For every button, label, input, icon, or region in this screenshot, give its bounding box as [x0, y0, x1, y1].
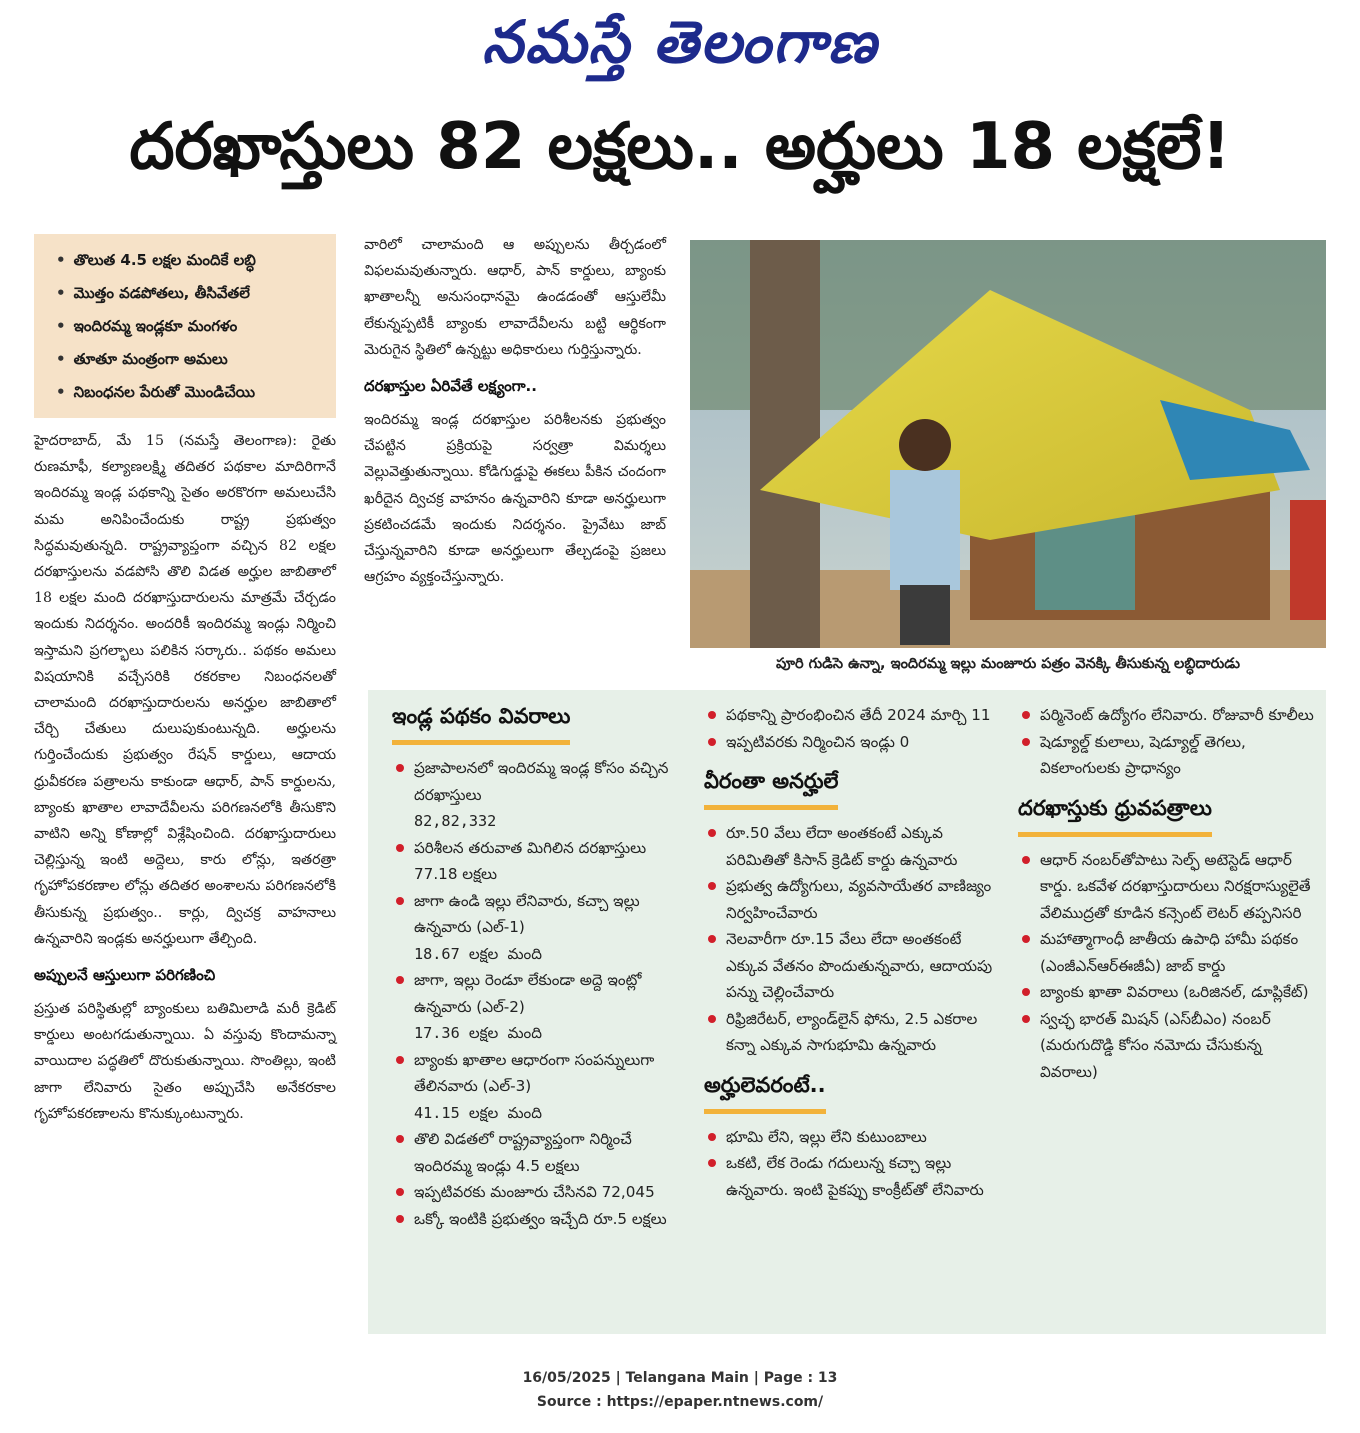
scheme-details-list: [392, 755, 692, 1232]
list-item: పరిశీలన తరువాత మిగిలిన దరఖాస్తులు 77.18 లక్షలు: [392, 835, 692, 888]
article-paragraph: వారిలో చాలామంది ఆ అప్పులను తీర్చడంలో విఫలమవుతున్నారు. ఆధార్, పాన్ కార్డులు, బ్యాంకు ఖాతాలన్నీ అనుసంధానమై ఉండడంతో ఆస్తులేమీ లేకున్నప్పటికీ బ్యాంకు లావాదేవీలను బట్టి ఆర్థికంగా మెరుగైన స్థితిలో ఉన్నట్టు అధికారులు గుర్తిస్తున్నారు.: [364, 237, 666, 358]
eligible-list: [704, 1124, 1004, 1204]
article-paragraph: ప్రస్తుత పరిస్థితుల్లో బ్యాంకులు బతిమిలాడి మరీ క్రెడిట్ కార్డులు అంటగడుతున్నాయి. ఏ వస్తువు కొందామన్నా వాయిదాల పద్ధతిలో దొరుకుతున్నాయి. సొంతిల్లు, ఇంటి జాగా లేనివారు సైతం అప్పుచేసి అనేకరకాల గృహోపకరణాలను కొనుక్కుంటున్నారు.: [34, 1001, 336, 1122]
list-item: పథకాన్ని ప్రారంభించిన తేదీ 2024 మార్చి 11: [704, 702, 1004, 729]
info-panel: [368, 690, 1326, 1334]
list-item: జాగా ఉండి ఇల్లు లేనివారు, కచ్చా ఇల్లు ఉన్నవారు (ఎల్-1) 18.67 లక్షల మంది: [392, 888, 692, 968]
list-item: బ్యాంకు ఖాతా వివరాలు (ఒరిజినల్, డూప్లికేట్): [1018, 979, 1318, 1006]
article-paragraph: హైదరాబాద్, మే 15 (నమస్తే తెలంగాణ): రైతు రుణమాఫీ, కల్యాణలక్ష్మి తదితర పథకాల మాదిరిగానే ఇందిరమ్మ ఇండ్ల పథకాన్ని సైతం అరకొరగా అమలుచేసి మమ అనిపించేందుకు రాష్ట్ర ప్రభుత్వం సిద్ధమవుతున్నది. రాష్ట్రవ్యాప్తంగా వచ్చిన 82 లక్షల దరఖాస్తులను వడపోసి తొలి విడత అర్హుల జాబితాలో 18 లక్షల మంది దరఖాస్తుదారులను మాత్రమే చేర్చడం ఇందుకు నిదర్శనం. అందరికీ ఇందిరమ్మ ఇండ్లు నిర్మించి ఇస్తామని ప్రగల్భాలు పలికిన సర్కారు.. పథకం అమలు విషయానికి వచ్చేసరికి రకరకాల నిబంధనలతో చాలామంది దరఖాస్తుదారులను అనర్హుల జాబితాలో చేర్చి చేతులు దులుపుకుంటున్నది. అర్హులను గుర్తించేందుకు ప్రభుత్వం రేషన్ కార్డులు, ఆదాయ ధ్రువీకరణ పత్రాలను కాకుండా ఆధార్, పాన్ కార్డులను, బ్యాంకు ఖాతాల లావాదేవీలను పరిగణనలోకి తీసుకొని వాటిని అన్ని కోణాల్లో విశ్లేషించింది. దరఖాస్తుదారులు చెల్లిస్తున్న ఇంటి అద్దెలు, కారు లోన్లు, ఇతరత్రా గృహోపకరణాల లోన్లు తదితర అంశాలను పరిగణనలోకి తీసుకున్న ప్రభుత్వం.. కార్లు, ద్విచక్ర వాహనాలు ఉన్నవారిని ఇండ్లకు అనర్హులుగా తేల్చింది.: [34, 433, 336, 947]
highlights-box: [34, 234, 336, 418]
list-item: షెడ్యూల్డ్ కులాలు, షెడ్యూల్డ్ తెగలు, వికలాంగులకు ప్రాధాన్యం: [1018, 729, 1318, 782]
highlight-item: • తూతూ మంత్రంగా అమలు: [56, 343, 328, 376]
documents-title: దరఖాస్తుకు ధ్రువపత్రాలు: [1018, 796, 1212, 837]
panel-column-middle: [704, 702, 1004, 1203]
list-item: భూమి లేని, ఇల్లు లేని కుటుంబాలు: [704, 1124, 1004, 1151]
footer-dateline: 16/05/2025 | Telangana Main | Page : 13: [522, 1370, 838, 1386]
ineligible-list: [704, 820, 1004, 1059]
list-item: ఆధార్ నంబర్‌తోపాటు సెల్ఫ్ అటెస్టెడ్ ఆధార్ కార్డు. ఒకవేళ దరఖాస్తుదారులు నిరక్షరాస్యులైతే వేలిముద్రతో కూడిన కన్సెంట్ లెటర్ తప్పనిసరి: [1018, 847, 1318, 927]
list-item: పర్మినెంట్ ఉద్యోగం లేనివారు. రోజువారీ కూలీలు: [1018, 702, 1318, 729]
headline: దరఖాస్తులు 82 లక్షలు.. అర్హులు 18 లక్షలే!: [129, 110, 1231, 184]
footer-source: Source : https://epaper.ntnews.com/: [536, 1394, 824, 1410]
scheme-details-title: ఇండ్ల పథకం వివరాలు: [392, 704, 570, 745]
highlight-item: • మొత్తం వడపోతలు, తీసివేతలే: [56, 277, 328, 310]
highlight-item: • ఇందిరమ్మ ఇండ్లకూ మంగళం: [56, 310, 328, 343]
list-item: స్వచ్ఛ భారత్ మిషన్ (ఎస్‌బీఎం) నంబర్ (మరుగుదొడ్డి కోసం నమోదు చేసుకున్న వివరాలు): [1018, 1006, 1318, 1086]
article-paragraph: ఇందిరమ్మ ఇండ్ల దరఖాస్తుల పరిశీలనకు ప్రభుత్వం చేపట్టిన ప్రక్రియపై సర్వత్రా విమర్శలు వెల్లువెత్తుతున్నాయి. కోడిగుడ్డుపై ఈకలు పీకిన చందంగా ఖరీదైన ద్విచక్ర వాహనం ఉన్నవారిని కూడా అనర్హులుగా ప్రకటించడమే ఇందుకు నిదర్శనం. ప్రైవేటు జాబ్ చేస్తున్నవారిని కూడా అనర్హులుగా తేల్చడంపై ప్రజలు ఆగ్రహం వ్యక్తంచేస్తున్నారు.: [364, 412, 666, 586]
list-item: బ్యాంకు ఖాతాల ఆధారంగా సంపన్నులుగా తేలినవారు (ఎల్-3) 41.15 లక్షల మంది: [392, 1047, 692, 1127]
panel-column-scheme: [392, 704, 692, 1232]
highlight-item: • నిబంధనల పేరుతో మొండిచేయి: [56, 376, 328, 409]
list-item: ఒకటి, లేక రెండు గదులున్న కచ్చా ఇల్లు ఉన్నవారు. ఇంటి పైకప్పు కాంక్రీట్‌తో లేనివారు: [704, 1150, 1004, 1203]
list-item: రిఫ్రిజిరేటర్, ల్యాండ్‌లైన్ ఫోను, 2.5 ఎకరాల కన్నా ఎక్కువ సాగుభూమి ఉన్నవారు: [704, 1006, 1004, 1059]
list-item: ఇప్పటివరకు నిర్మించిన ఇండ్లు 0: [704, 729, 1004, 756]
list-item: నెలవారీగా రూ.15 వేలు లేదా అంతకంటే ఎక్కువ వేతనం పొందుతున్నవారు, ఆదాయపు పన్ను చెల్లించేవారు: [704, 926, 1004, 1006]
panel-column-right: [1018, 702, 1318, 1085]
eligible-list-continued: [1018, 702, 1318, 782]
ineligible-title: వీరంతా అనర్హులే: [704, 769, 838, 810]
list-item: ఒక్కో ఇంటికి ప్రభుత్వం ఇచ్చేది రూ.5 లక్షలు: [392, 1206, 692, 1233]
list-item: జాగా, ఇల్లు రెండూ లేకుండా అద్దె ఇంట్లో ఉన్నవారు (ఎల్-2) 17.36 లక్షల మంది: [392, 967, 692, 1047]
newspaper-masthead: నమస్తే తెలంగాణ: [482, 8, 878, 76]
highlight-item: • తొలుత 4.5 లక్షల మందికే లబ్ధి: [56, 244, 328, 277]
photo-caption: పూరి గుడిసె ఉన్నా, ఇందిరమ్మ ఇల్లు మంజూరు పత్రం వెనక్కి తీసుకున్న లబ్ధిదారుడు: [776, 656, 1240, 672]
list-item: ఇప్పటివరకు మంజూరు చేసినవి 72,045: [392, 1179, 692, 1206]
eligible-title: అర్హులెవరంటే..: [704, 1073, 826, 1114]
article-column-1: [34, 428, 336, 1129]
list-item: ప్రభుత్వ ఉద్యోగులు, వ్యవసాయేతర వాణిజ్యం నిర్వహించేవారు: [704, 873, 1004, 926]
article-subhead: దరఖాస్తుల ఏరివేతే లక్ష్యంగా..: [364, 377, 537, 396]
list-item: మహాత్మాగాంధీ జాతీయ ఉపాధి హామీ పథకం (ఎంజీఎన్ఆర్ఈజీఏ) జాబ్ కార్డు: [1018, 926, 1318, 979]
hut-photo-illustration: [690, 240, 1326, 648]
article-subhead: అప్పులనే ఆస్తులుగా పరిగణించి: [34, 966, 216, 985]
list-item: తొలి విడతలో రాష్ట్రవ్యాప్తంగా నిర్మించే ఇందిరమ్మ ఇండ్లు 4.5 లక్షలు: [392, 1126, 692, 1179]
list-item: రూ.50 వేలు లేదా అంతకంటే ఎక్కువ పరిమితితో కిసాన్ క్రెడిట్ కార్డు ఉన్నవారు: [704, 820, 1004, 873]
start-details-list: [704, 702, 1004, 755]
documents-list: [1018, 847, 1318, 1086]
list-item: ప్రజాపాలనలో ఇందిరమ్మ ఇండ్ల కోసం వచ్చిన దరఖాస్తులు 82,82,332: [392, 755, 692, 835]
news-photo: [690, 240, 1326, 648]
article-column-2: [364, 232, 666, 592]
